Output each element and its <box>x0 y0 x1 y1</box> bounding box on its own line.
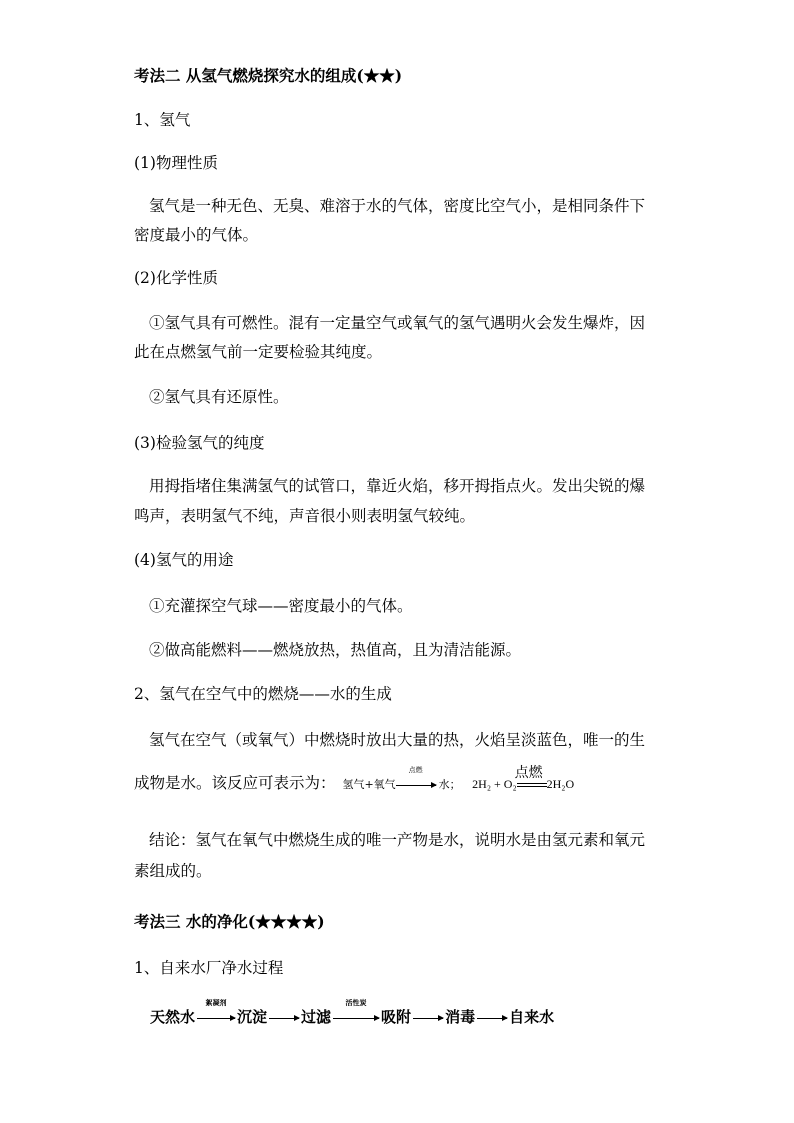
word-eq-left: 氢气+氧气 <box>342 778 396 791</box>
flow-arrow-3: 活性炭 <box>331 1008 381 1028</box>
flow-arrow-5 <box>475 1008 509 1028</box>
flammable-text: 氢气具有可燃性。混有一定量空气或氧气的氢气遇明火会发生爆炸，因 <box>164 314 646 332</box>
circled-use-2: ② <box>149 641 165 659</box>
chem-eq-right: 2H₂O <box>546 777 575 791</box>
circled-1: ① <box>149 314 165 332</box>
para-purity-1: 用拇指堵住集满氢气的试管口，靠近火焰，移开拇指点火。发出尖锐的爆 <box>149 477 646 495</box>
use-1-text: 充灌探空气球——密度最小的气体。 <box>164 597 413 615</box>
flow-step-6: 自来水 <box>509 1008 555 1026</box>
para-flammable-2: 此在点燃氢气前一定要检验其纯度。 <box>134 343 383 361</box>
sub-physical: (1)物理性质 <box>134 154 218 172</box>
sub-uses: (4)氢气的用途 <box>134 551 234 569</box>
para-flammable-1 <box>149 313 645 333</box>
flow-arrow-4 <box>411 1008 445 1028</box>
para-physical-2: 密度最小的气体。 <box>134 226 259 244</box>
reducing-text: 氢气具有还原性。 <box>164 388 289 406</box>
para-physical-1: 氢气是一种无色、无臭、难溶于水的气体，密度比空气小，是相同条件下 <box>149 197 646 215</box>
heading-purification: 1、自来水厂净水过程 <box>134 959 284 977</box>
para-conclusion-1: 结论：氢气在氧气中燃烧生成的唯一产物是水，说明水是由氢元素和氧元 <box>149 831 646 849</box>
word-eq-right: 水； <box>438 778 461 791</box>
word-eq-arrow <box>396 766 436 795</box>
use-2 <box>149 640 521 660</box>
chem-eq-cond: 点燃 <box>514 766 543 782</box>
para-combustion-1: 氢气在空气（或氧气）中燃烧时放出大量的热，火焰呈淡蓝色，唯一的生 <box>149 731 646 749</box>
chem-equation <box>472 766 575 791</box>
word-equation <box>342 766 464 791</box>
use-1 <box>149 596 413 616</box>
use-2-text: 做高能燃料——燃烧放热，热值高，且为清洁能源。 <box>164 641 522 659</box>
heading-hydrogen: 1、氢气 <box>134 111 191 129</box>
sub-purity: (3)检验氢气的纯度 <box>134 434 265 452</box>
chem-eq-sign <box>514 766 547 787</box>
para-conclusion-2: 素组成的。 <box>134 862 212 880</box>
flow-step-5: 消毒 <box>445 1008 476 1026</box>
word-eq-cond: 点燃 <box>408 766 423 774</box>
para-combustion-2 <box>134 766 575 795</box>
purification-flow <box>150 998 555 1028</box>
para-reducing <box>149 387 289 407</box>
sub-chemical: (2)化学性质 <box>134 269 218 287</box>
section3-title: 考法三 水的净化(★★★★) <box>134 912 325 931</box>
circled-2: ② <box>149 388 165 406</box>
flow-arrow-2 <box>267 1008 301 1028</box>
combustion-text: 成物是水。该反应可表示为： <box>134 774 336 792</box>
heading-combustion: 2、氢气在空气中的燃烧——水的生成 <box>134 685 392 703</box>
chem-eq-left: 2H₂ + O₂ <box>472 777 517 791</box>
flow-step-2: 沉淀 <box>237 1008 268 1026</box>
para-purity-2: 鸣声，表明氢气不纯，声音很小则表明氢气较纯。 <box>134 507 476 525</box>
circled-use-1: ① <box>149 597 165 615</box>
section2-title: 考法二 从氢气燃烧探究水的组成(★★) <box>134 66 403 85</box>
flow-step-1: 天然水 <box>150 1008 196 1026</box>
flow-arrow-1: 絮凝剂 <box>195 1008 237 1028</box>
flow-step-3: 过滤 <box>301 1008 332 1026</box>
flow-step-4: 吸附 <box>381 1008 412 1026</box>
